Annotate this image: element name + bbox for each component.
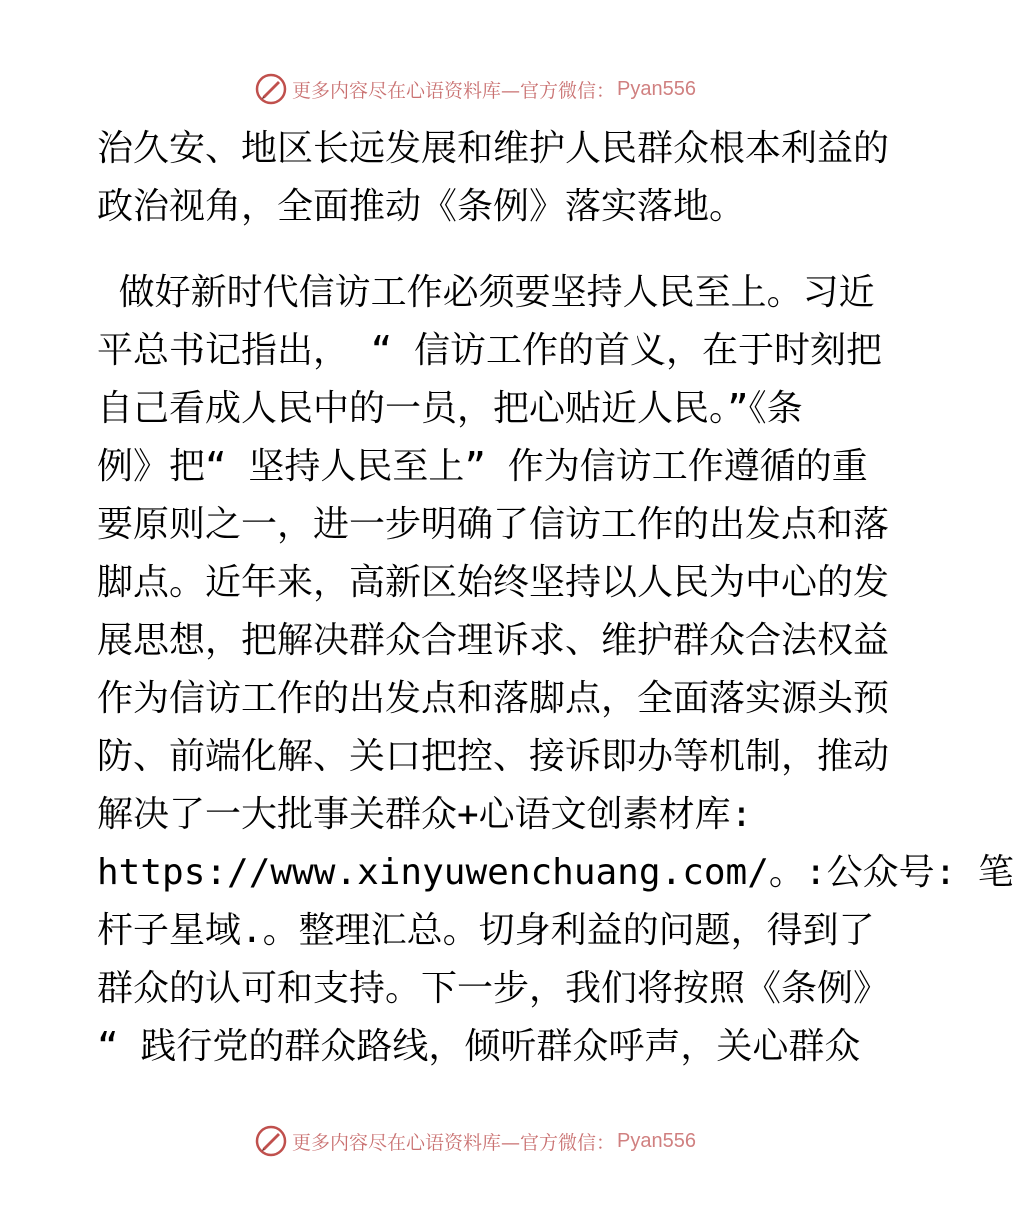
watermark-text: 更多内容尽在心语资料库—官方微信： — [292, 79, 616, 102]
text-line: 展思想，把解决群众合理诉求、维护群众合法权益 — [97, 620, 890, 661]
paragraph — [97, 264, 1014, 1076]
text-line: 解决了一大批事关群众+心语文创素材库: — [97, 794, 753, 835]
quill-logo-icon — [254, 72, 288, 106]
text-line: 要原则之一，进一步明确了信访工作的出发点和落 — [97, 504, 890, 545]
document-body — [97, 120, 1014, 1076]
watermark-footer — [0, 1124, 950, 1158]
text-line: https://www.xinyuwenchuang.com/。:公众号: 笔 — [97, 852, 1014, 893]
text-line: 作为信访工作的出发点和落脚点，全面落实源头预 — [97, 678, 890, 719]
text-line: “ 践行党的群众路线，倾听群众呼声，关心群众 — [97, 1026, 861, 1067]
text-line: 群众的认可和支持。下一步，我们将按照《条例》 — [97, 968, 890, 1009]
watermark-wechat-id: Pyan556 — [617, 1129, 696, 1152]
quill-logo-icon — [254, 1124, 288, 1158]
text-line: 政治视角，全面推动《条例》落实落地。 — [97, 186, 746, 227]
watermark-wechat-id: Pyan556 — [617, 77, 696, 100]
watermark-header — [0, 72, 950, 106]
text-line: 自己看成人民中的一员，把心贴近人民。”《条 — [97, 388, 803, 429]
text-line: 平总书记指出， “ 信访工作的首义，在于时刻把 — [97, 330, 883, 371]
text-line: 治久安、地区长远发展和维护人民群众根本利益的 — [97, 128, 890, 169]
paragraph — [97, 120, 890, 236]
text-line: 杆子星域.。整理汇总。切身利益的问题，得到了 — [97, 910, 875, 951]
watermark-text: 更多内容尽在心语资料库—官方微信： — [292, 1131, 616, 1154]
text-line: 脚点。近年来，高新区始终坚持以人民为中心的发 — [97, 562, 890, 603]
text-line: 做好新时代信访工作必须要坚持人民至上。习近 — [97, 272, 875, 313]
text-line: 防、前端化解、关口把控、接诉即办等机制，推动 — [97, 736, 890, 777]
text-line: 例》把“ 坚持人民至上” 作为信访工作遵循的重 — [97, 446, 868, 487]
